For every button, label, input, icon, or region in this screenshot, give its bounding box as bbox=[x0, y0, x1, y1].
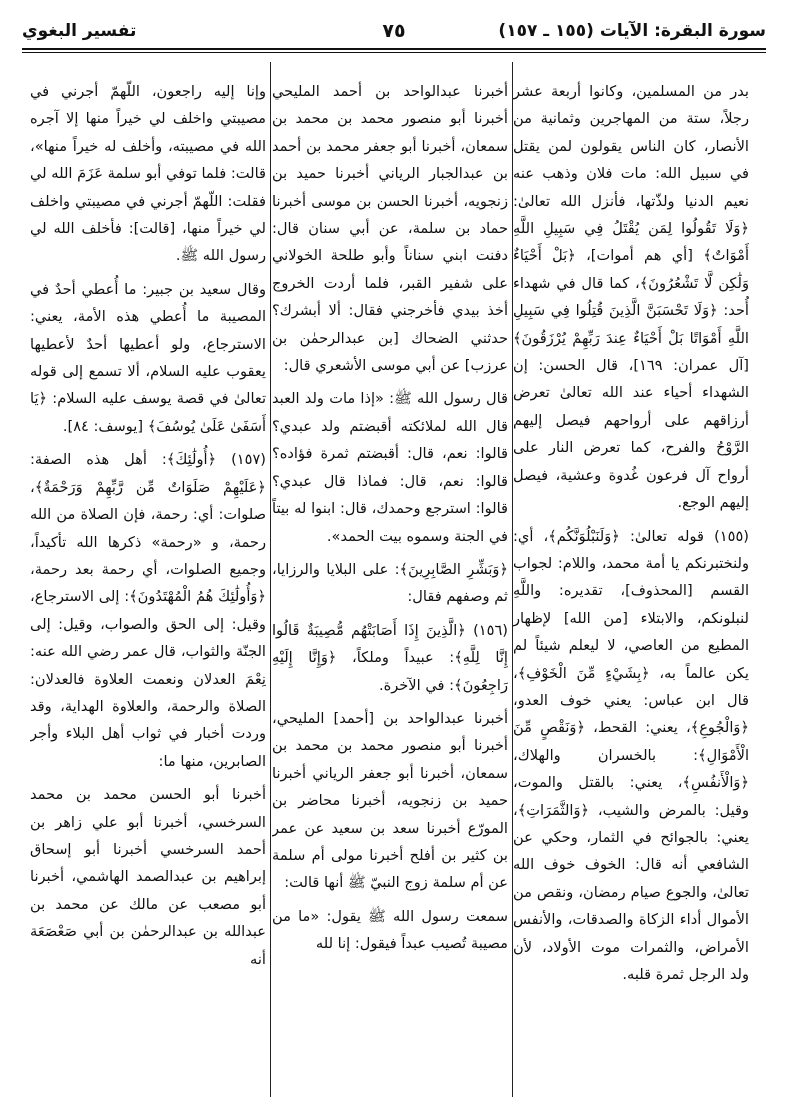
column-middle bbox=[272, 78, 508, 1093]
column-left bbox=[30, 78, 266, 1093]
paragraph: (١٥٦) ﴿الَّذِينَ إِذَا أَصَابَتْهُم مُّصِيبَةٌ قَالُوا إِنَّا لِلَّهِ﴾: عبيداً وملكاً، ﴿وَإِنَّا إِلَيْهِ رَاجِعُونَ﴾: في الآخرة. bbox=[272, 621, 508, 694]
paragraph: أخبرنا أبو الحسن محمد بن محمد السرخسي، أخبرنا أبو علي زاهر بن أحمد السرخسي أخبرنا أبو إسحاق إبراهيم بن عبدالصمد الهاشمي، أخبرنا أبو مصعب عن مالك عن محمد بن عبدالله بن عبدالرحمٰن بن أبي صَعْصَعَة أنه bbox=[30, 786, 266, 968]
sura-title: سورة البقرة: الآيات (١٥٥ ـ ١٥٧) bbox=[498, 21, 766, 41]
paragraph: بدر من المسلمين، وكانوا أربعة عشر رجلاً، ستة من المهاجرين وثمانية من الأنصار، كان الناس يقولون لمن يقتل في سبيل الله: مات فلان وذهب عنه نعيم الدنيا ولذّتها، فأنزل الله تعالىٰ: ﴿وَلَا تَقُولُوا لِمَن يُقْتَلُ فِي سَبِيلِ اللَّهِ أَمْوَاتٌ﴾ [أي هم أموات]، ﴿بَلْ أَحْيَاءٌ وَلَٰكِن لَّا تَشْعُرُونَ﴾، كما قال في شهداء أُحد: ﴿وَلَا تَحْسَبَنَّ الَّذِينَ قُتِلُوا فِي سَبِيلِ اللَّهِ أَمْوَاتًا بَلْ أَحْيَاءٌ عِندَ رَبِّهِمْ يُرْزَقُونَ﴾ [آل عمران: ١٦٩]، قال الحسن: إن الشهداء أحياء عند الله تعالىٰ تعرض أرزاقهم على أرواحهم فيصل إليهم الرَّوْحُ والفرح، كما تعرض النار على أرواح آل فرعون غُدوة وعشية، فيصل إليهم الوجع. bbox=[513, 83, 749, 512]
paragraph: (١٥٥) قوله تعالىٰ: ﴿وَلَنَبْلُوَنَّكُم﴾، أي: ولنختبرنكم يا أمة محمد، واللام: لجواب القسم [المحذوف]، تقديره: واللَّهِ لنبلونكم، والابتلاء [من الله] لإظهار المطيع من العاصي، لا ليعلم شيئاً لم يكن عالماً به، ﴿بِشَيْءٍ مِّنَ الْخَوْفِ﴾، قال ابن عباس: يعني خوف العدو، ﴿وَالْجُوعِ﴾، يعني: القحط، ﴿وَنَقْصٍ مِّنَ الْأَمْوَالِ﴾: بالخسران والهلاك، ﴿وَالْأَنفُسِ﴾، يعني: بالقتل والموت، وقيل: بالمرض والشيب، ﴿وَالثَّمَرَاتِ﴾، يعني: بالجوائح في الثمار، وحكي عن الشافعي أنه قال: الخوف خوف الله تعالىٰ، والجوع صيام رمضان، ونقص من الأموال أداء الزكاة والصدقات، والأنفس الأمراض، والثمرات موت الأولاد، لأن ولد الرجل ثمرة قلبه. bbox=[513, 527, 749, 983]
paragraph: أخبرنا عبدالواحد بن [أحمد] المليحي، أخبرنا أبو منصور محمد بن محمد بن سمعان، أخبرنا أبو جعفر الرياني أخبرنا حميد بن زنجويه، أخبرنا محاضر بن المورّع أخبرنا سعد بن سعيد عن عمر بن كثير بن أفلح أخبرنا مولى أم سلمة عن أم سلمة زوج النبيّ ﷺ أنها قالت: bbox=[272, 709, 508, 892]
paragraph: وإنا إليه راجعون، اللّهمّ أجرني في مصيبتي واخلف لي خيراً منها إلا آجره الله في مصيبته، وأخلف له خيراً منها»، قالت: فلما توفي أبو سلمة عَزَمَ الله لي فقلت: اللّهمّ أجرني في مصيبتي واخلف لي خيراً منها، [قالت]: فأخلف الله لي رسول الله ﷺ. bbox=[30, 83, 266, 265]
paragraph: أخبرنا عبدالواحد بن أحمد المليحي أخبرنا أبو منصور محمد بن محمد بن سمعان، أخبرنا أبو جعفر محمد بن أحمد بن عبدالجبار الرياني أخبرنا حميد بن زنجويه، أخبرنا الحسن بن موسى أخبرنا حماد بن سلمة، عن أبي سنان قال: دفنت ابني سناناً وأبو طلحة الخولاني على شفير القبر، فلما أردت الخروج أخذ بيدي فأخرجني فقال: ألا أبشرك؟ حدثني الضحاك [بن عبدالرحمٰن بن عرزب] عن أبي موسى الأشعري قال: bbox=[272, 83, 508, 375]
column-divider-left bbox=[270, 62, 271, 1097]
page-number: ٧٥ bbox=[382, 20, 406, 42]
column-right bbox=[513, 78, 749, 1093]
paragraph: سمعت رسول الله ﷺ يقول: «ما من مصيبة تُصيب عبداً فيقول: إنا لله bbox=[272, 907, 508, 953]
page-header bbox=[22, 18, 766, 46]
paragraph: قال رسول الله ﷺ: «إذا مات ولد العبد قال الله لملائكته أقبضتم ولد عبدي؟ قالوا: نعم، قال: أقبضتم ثمرة فؤاده؟ قالوا: نعم، قال: فماذا قال عبدي؟ قالوا: استرجع وحمدك، قال: ابنوا له بيتاً في الجنة وسموه بيت الحمد». bbox=[272, 390, 508, 545]
header-rule-thin bbox=[22, 52, 766, 53]
header-rule bbox=[22, 48, 766, 50]
paragraph: ﴿وَبَشِّرِ الصَّابِرِينَ﴾: على البلايا والرزايا، ثم وصفهم فقال: bbox=[272, 560, 508, 606]
paragraph: وقال سعيد بن جبير: ما أُعطي أحدٌ في المصيبة ما أُعطي هذه الأمة، يعني: الاسترجاع، ولو أعطيها أحدٌ لأعطيها يعقوب عليه السلام، ألا تسمع إلى قوله تعالىٰ في قصة يوسف عليه السلام: ﴿يَا أَسَفَىٰ عَلَىٰ يُوسُفَ﴾ [يوسف: ٨٤]. bbox=[30, 280, 266, 435]
paragraph: (١٥٧) ﴿أُولَٰئِكَ﴾: أهل هذه الصفة: ﴿عَلَيْهِمْ صَلَوَاتٌ مِّن رَّبِّهِمْ وَرَحْمَةٌ﴾، صلوات: أي: رحمة، فإن الصلاة من الله رحمة، و «رحمة» ذكرها الله تأكيداً، وجميع الصلوات، أي رحمة بعد رحمة، ﴿وَأُولَٰئِكَ هُمُ الْمُهْتَدُونَ﴾: إلى الاسترجاع، وقيل: إلى الحق والصواب، وقيل: إلى الجنّة والثواب، قال عمر رضي الله عنه: نِعْمَ العدلان ونعمت العلاوة فالعدلان: الصلاة والرحمة، والعلاوة الهداية، وقد وردت أخبار في ثواب أهل البلاء وأجر الصابرين، منها ما: bbox=[30, 451, 266, 770]
book-title: تفسير البغوي bbox=[22, 21, 137, 41]
